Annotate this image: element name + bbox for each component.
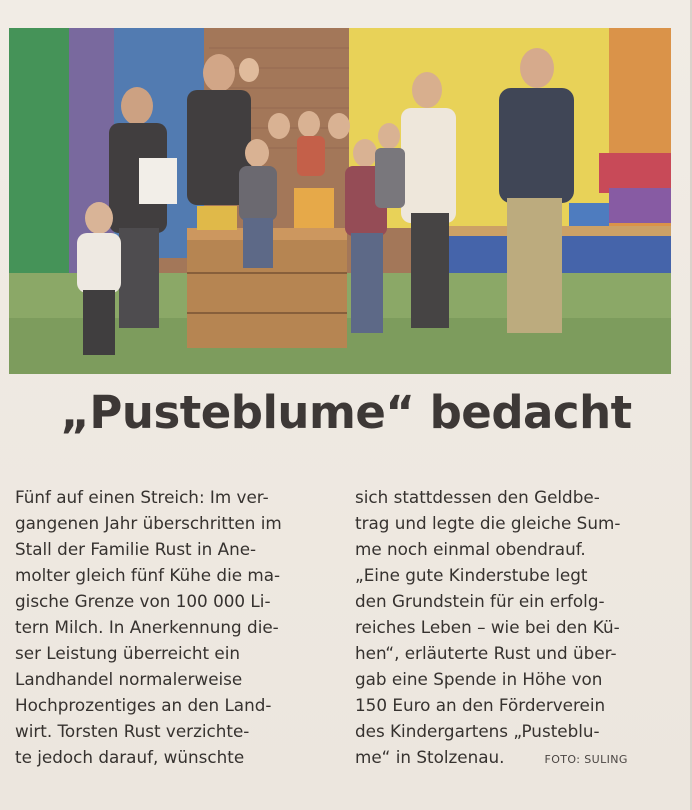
article-column-right xyxy=(355,484,680,773)
text-line: des Kindergartens „Pusteblu- xyxy=(355,721,600,741)
text-line: tern Milch. In Anerkennung die- xyxy=(15,617,279,637)
last-line xyxy=(355,744,680,773)
article-headline: „Pusteblume“ bedacht xyxy=(60,386,632,439)
text-line: ser Leistung überreicht ein xyxy=(15,643,241,663)
photo-credit: FOTO: SULING xyxy=(544,753,628,766)
text-line: 150 Euro an den Förderverein xyxy=(355,695,606,715)
text-line: gangenen Jahr überschritten im xyxy=(15,513,282,533)
text-line: wirt. Torsten Rust verzichte- xyxy=(15,721,250,741)
text-line: Fünf auf einen Streich: Im ver- xyxy=(15,487,269,507)
text-line: te jedoch darauf, wünschte xyxy=(15,747,245,767)
text-line: sich stattdessen den Geldbe- xyxy=(355,487,600,507)
article-photo xyxy=(9,28,671,374)
text-line: den Grundstein für ein erfolg- xyxy=(355,591,605,611)
text-line: „Eine gute Kinderstube legt xyxy=(355,565,588,585)
text-line: trag und legte die gleiche Sum- xyxy=(355,513,621,533)
text-line: reiches Leben – wie bei den Kü- xyxy=(355,617,620,637)
text-line: gische Grenze von 100 000 Li- xyxy=(15,591,271,611)
text-line: Landhandel normalerweise xyxy=(15,669,243,689)
text-line: molter gleich fünf Kühe die ma- xyxy=(15,565,281,585)
text-line: Hochprozentiges an den Land- xyxy=(15,695,272,715)
text-line: gab eine Spende in Höhe von xyxy=(355,669,603,689)
text-line: me“ in Stolzenau. xyxy=(355,747,505,767)
text-line: me noch einmal obendrauf. xyxy=(355,539,586,559)
text-line: Stall der Familie Rust in Ane- xyxy=(15,539,257,559)
photo-illustration xyxy=(9,28,671,374)
text-line: hen“, erläuterte Rust und über- xyxy=(355,643,617,663)
article-column-left xyxy=(15,484,340,770)
